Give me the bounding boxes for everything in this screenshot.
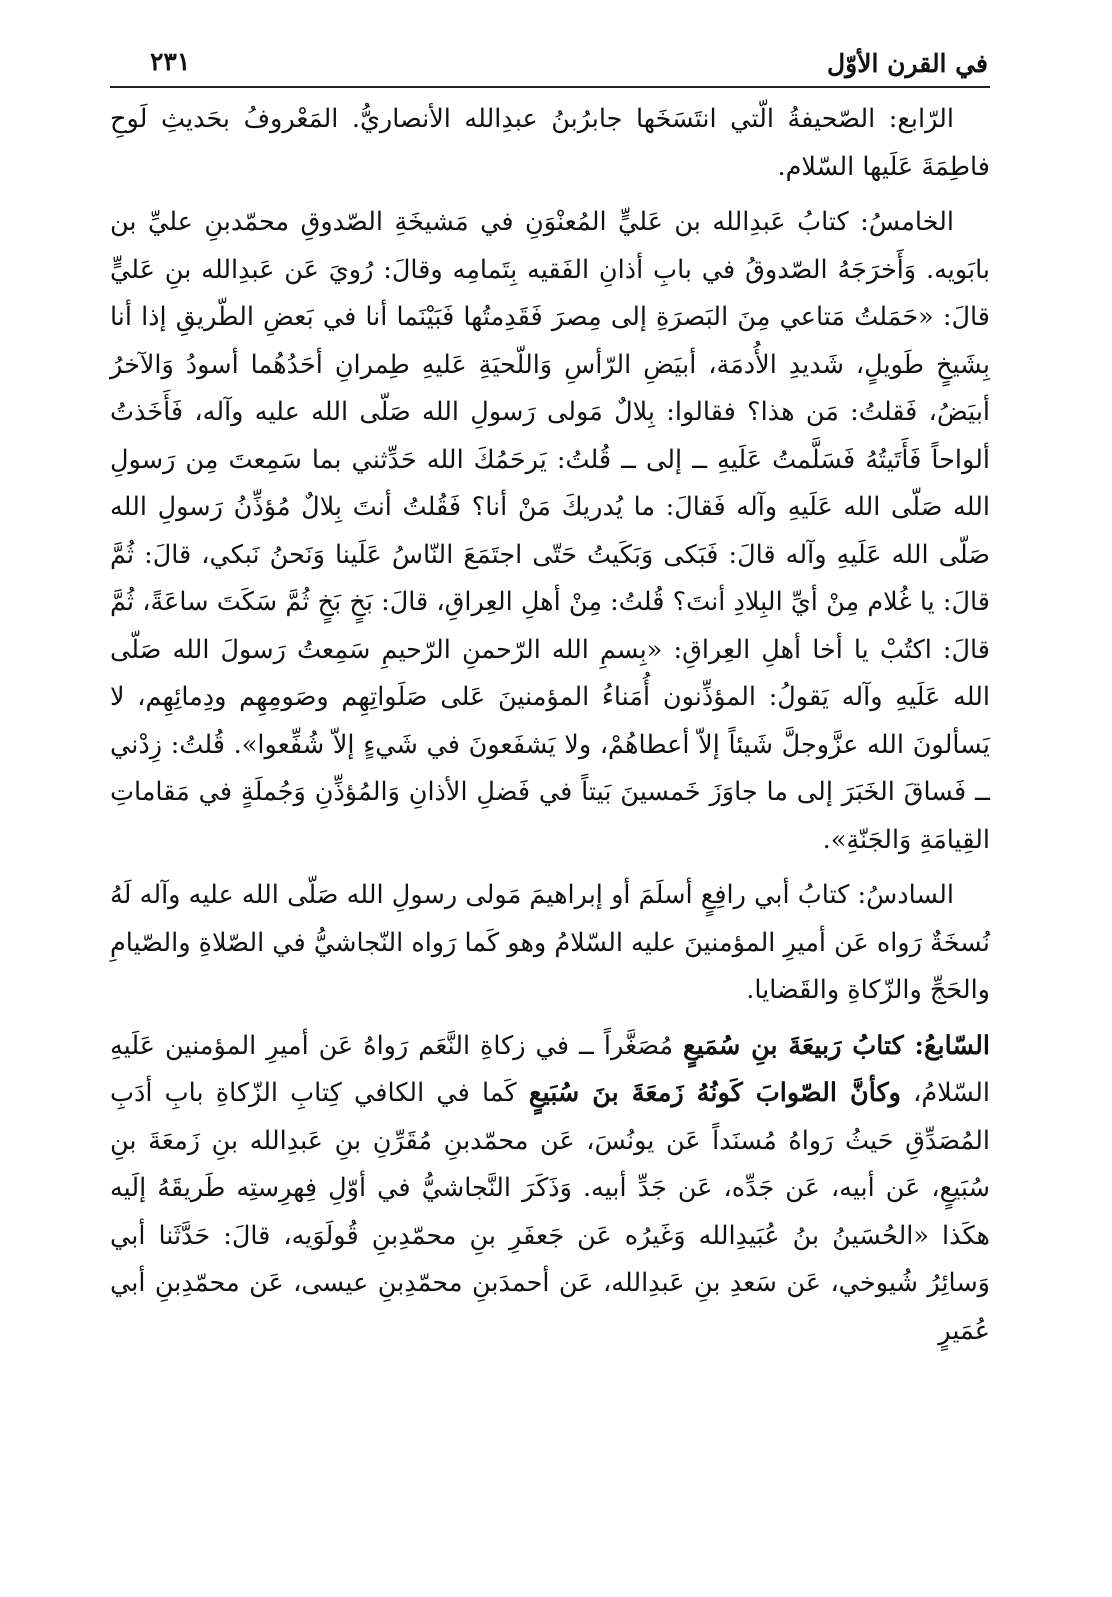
document-page xyxy=(110,38,990,1568)
page-header xyxy=(110,38,990,88)
paragraph-sixth xyxy=(110,872,990,1015)
paragraph-text: الخامسُ: كتابُ عَبدِالله بن عَليٍّ المُعنْوَنِ في مَشيخَةِ الصّدوقِ محمّدبنِ عليِّ بن بابَويه. وَأَخرَجَهُ الصّدوقُ في بابِ أذانِ الفَقيه بِتَمامِه وقالَ: رُويَ عَن عَبدِالله بنِ عَليٍّ قالَ: «حَمَلتُ مَتاعي مِنَ البَصرَةِ إلى مِصرَ فَقَدِمتُها فَبَيْنَما أنا في بَعضِ الطّريقِ إذا أنا بِشَيخٍ طَويلٍ، شَديدِ الأُدمَة، أبيَضِ الرّأسِ وَاللّحيَةِ عَليهِ طِمرانِ أحَدُهُما أسودُ وَالآخرُ أبيَضُ، فَقلتُ: مَن هذا؟ فقالوا: بِلالٌ مَولى رَسولِ الله صَلّى الله عليه وآله، فَأَخَذتُ ألواحاً فَأَتَيتُهُ فَسَلَّمتُ عَلَيهِ ــ إلى ــ قُلتُ: يَرحَمُكَ الله حَدِّثني بما سَمِعتَ مِن رَسولِ الله صَلّى الله عَلَيهِ وآله فَقالَ: ما يُدريكَ مَنْ أنا؟ فَقُلتُ أنتَ بِلالٌ مُؤذِّنُ رَسولِ الله صَلّى الله عَلَيهِ وآله قالَ: فَبَكى وَبَكَيتُ حَتّى اجتَمَعَ النّاسُ عَلَينا وَنَحنُ نَبكي، قالَ: ثُمَّ قالَ: يا غُلام مِنْ أيِّ البِلادِ أنتَ؟ قُلتُ: مِنْ أهلِ العِراقِ، قالَ: بَخٍ بَخٍ ثُمَّ سَكَتَ ساعَةً، ثُمَّ قالَ: اكتُبْ يا أخا أهلِ العِراقِ: «بِسمِ الله الرّحمنِ الرّحيمِ سَمِعتُ رَسولَ الله صَلّى الله عَلَيهِ وآله يَقولُ: المؤذِّنون أُمَناءُ المؤمنينَ عَلى صَلَواتِهِم وصَومِهِم ودِمائِهِم، لا يَسألونَ الله عزَّوجلَّ شَيئاً إلاّ أعطاهُمْ، ولا يَشفَعونَ في شَيءٍ إلاّ شُفِّعوا». قُلتُ: زِدْني ــ فَساقَ الخَبَرَ إلى ما جاوَزَ خَمسينَ بَيتاً في فَضلِ الأذانِ وَالمُؤذِّنِ وَجُملَةٍ في مَقاماتِ القِيامَةِ وَالجَنّةِ». xyxy=(110,207,990,855)
paragraph-text-continued: كَما في الكافي كِتابِ الزّكاةِ بابِ أدَبِ المُصَدِّقِ حَيثُ رَواهُ مُسنَداً عَن يونُسَ، عَن محمّدبنِ مُقَرِّنِ بنِ عَبدِالله بنِ زَمعَةَ بنِ سُبَيعٍ، عَن أبيه، عَن جَدِّه، عَن جَدِّ أبيه. وَذَكَرَ النَّجاشيُّ في أوّلِ فِهرِستِه طَريقَهُ إلَيه هكَذا «الحُسَينُ بنُ عُبَيدِالله وَغَيرُه عَن جَعفَرِ بنِ محمّدِبنِ قُولَوَيه، قالَ: حَدَّثَنا أبي وَسائِرُ شُيوخي، عَن سَعدِ بنِ عَبدِالله، عَن أحمدَبنِ محمّدِبنِ عيسى، عَن محمّدِبنِ أبي عُمَيرٍ xyxy=(110,1078,990,1346)
paragraph-fifth xyxy=(110,199,990,864)
paragraph-text: السادسُ: كتابُ أبي رافِعٍ أسلَمَ أو إبراهيمَ مَولى رسولِ الله صَلّى الله عليه وآله لَهُ نُسخَةٌ رَواه عَن أميرِ المؤمنينَ عليه السّلامُ وهو كَما رَواه النّجاشيُّ في الصّلاةِ والصّيامِ والحَجِّ والزّكاةِ والقَضايا. xyxy=(110,880,990,1005)
running-title: في القرن الأوّل xyxy=(827,49,988,78)
paragraph-fourth xyxy=(110,96,990,191)
paragraph-text: مُصَغَّراً ــ في زكاةِ النَّعَم رَواهُ عَن أميرِ المؤمنين عَلَيهِ السّلامُ، xyxy=(110,1030,990,1108)
bold-phrase: وكأنَّ الصّوابَ كَونُهُ زَمعَةَ بنَ سُبَيعٍ xyxy=(528,1078,901,1108)
paragraph-lead: السّابعُ: كتابُ رَبيعَةَ بنِ سُمَيعٍ xyxy=(683,1030,990,1061)
paragraph-seventh xyxy=(110,1023,990,1356)
body-text xyxy=(110,96,990,1355)
page-number: ٢٣١ xyxy=(150,47,191,76)
paragraph-text: الرّابع: الصّحيفةُ الّتي انتَسَخَها جابرُبنُ عبدِالله الأنصاريُّ. المَعْروفُ بحَديثِ لَوحِ فاطِمَةَ عَلَيها السّلام. xyxy=(110,104,990,182)
